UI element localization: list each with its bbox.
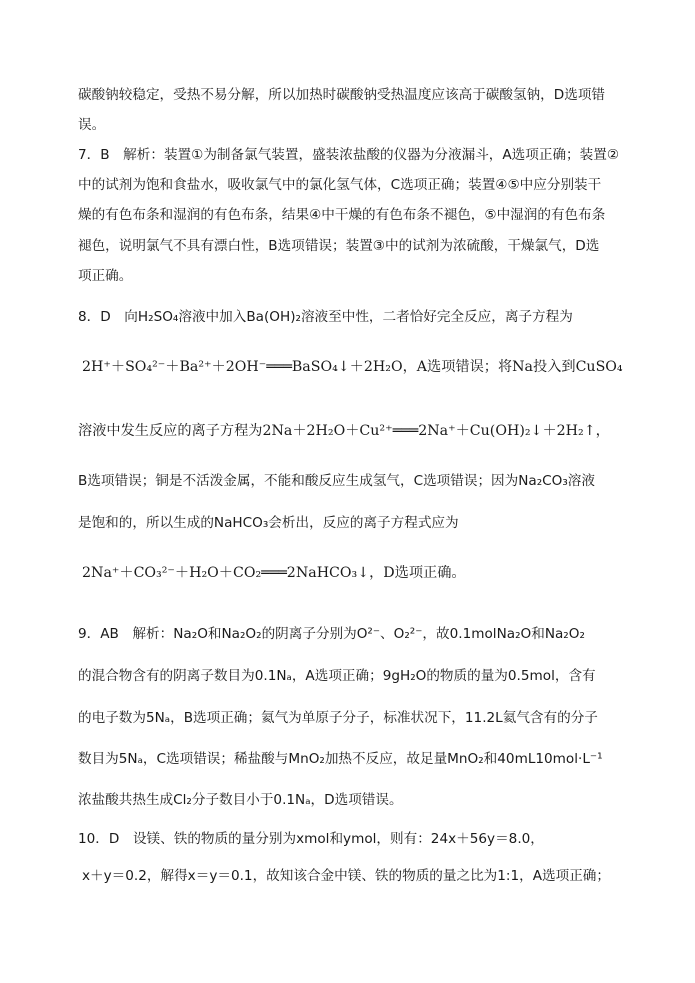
text-line: 褪色，说明氯气不具有漂白性，B选项错误；装置③中的试剂为浓硫酸，干燥氯气，D选 [78,238,600,254]
text-line: 9．AB 解析：Na₂O和Na₂O₂的阴离子分别为O²⁻、O₂²⁻，故0.1molNa₂O和Na₂O₂ [78,626,585,642]
equation-line: 2H⁺＋SO₄²⁻＋Ba²⁺＋2OH⁻═══BaSO₄↓＋2H₂O，A选项错误；将Na投入到CuSO₄ [82,359,623,375]
text-line: B选项错误；铜是不活泼金属，不能和酸反应生成氢气，C选项错误；因为Na₂CO₃溶液 [78,473,595,489]
text-line: 7．B 解析：装置①为制备氯气装置，盛装浓盐酸的仪器为分液漏斗，A选项正确；装置② [78,147,620,163]
text-line: 燥的有色布条和湿润的有色布条，结果④中干燥的有色布条不褪色，⑤中湿润的有色布条 [78,207,606,223]
text-line: 项正确。 [78,268,133,284]
text-line: 碳酸钠较稳定，受热不易分解，所以加热时碳酸钠受热温度应该高于碳酸氢钠，D选项错 [78,87,606,103]
text-line: 10．D 设镁、铁的物质的量分别为xmol和ymol，则有：24x＋56y＝8.0， [78,831,544,847]
text-line: 浓盐酸共热生成Cl₂分子数目小于0.1Nₐ，D选项错误。 [78,792,403,808]
equation-line: 溶液中发生反应的离子方程为2Na＋2H₂O＋Cu²⁺═══2Na⁺＋Cu(OH)₂↓＋2H₂↑， [78,423,610,439]
text-line: 的混合物含有的阴离子数目为0.1Nₐ，A选项正确；9gH₂O的物质的量为0.5mol，含有 [78,668,596,684]
text-line: 是饱和的，所以生成的NaHCO₃会析出，反应的离子方程式应为 [78,515,459,531]
text-line: x＋y＝0.2，解得x＝y＝0.1，故知该合金中镁、铁的物质的量之比为1:1，A选项正确； [82,868,610,884]
equation-line: 2Na⁺＋CO₃²⁻＋H₂O＋CO₂═══2NaHCO₃↓，D选项正确。 [82,565,466,581]
text-line: 数目为5Nₐ，C选项错误；稀盐酸与MnO₂加热不反应，故足量MnO₂和40mL10mol·L⁻¹ [78,751,603,767]
text-line: 的电子数为5Nₐ，B选项正确；氦气为单原子分子，标准状况下，11.2L氦气含有的分子 [78,710,598,726]
text-line: 误。 [78,117,106,133]
text-line: 中的试剂为饱和食盐水，吸收氯气中的氯化氢气体，C选项正确；装置④⑤中应分别装干 [78,177,602,193]
text-line: 8．D 向H₂SO₄溶液中加入Ba(OH)₂溶液至中性，二者恰好完全反应，离子方程为 [78,309,573,325]
